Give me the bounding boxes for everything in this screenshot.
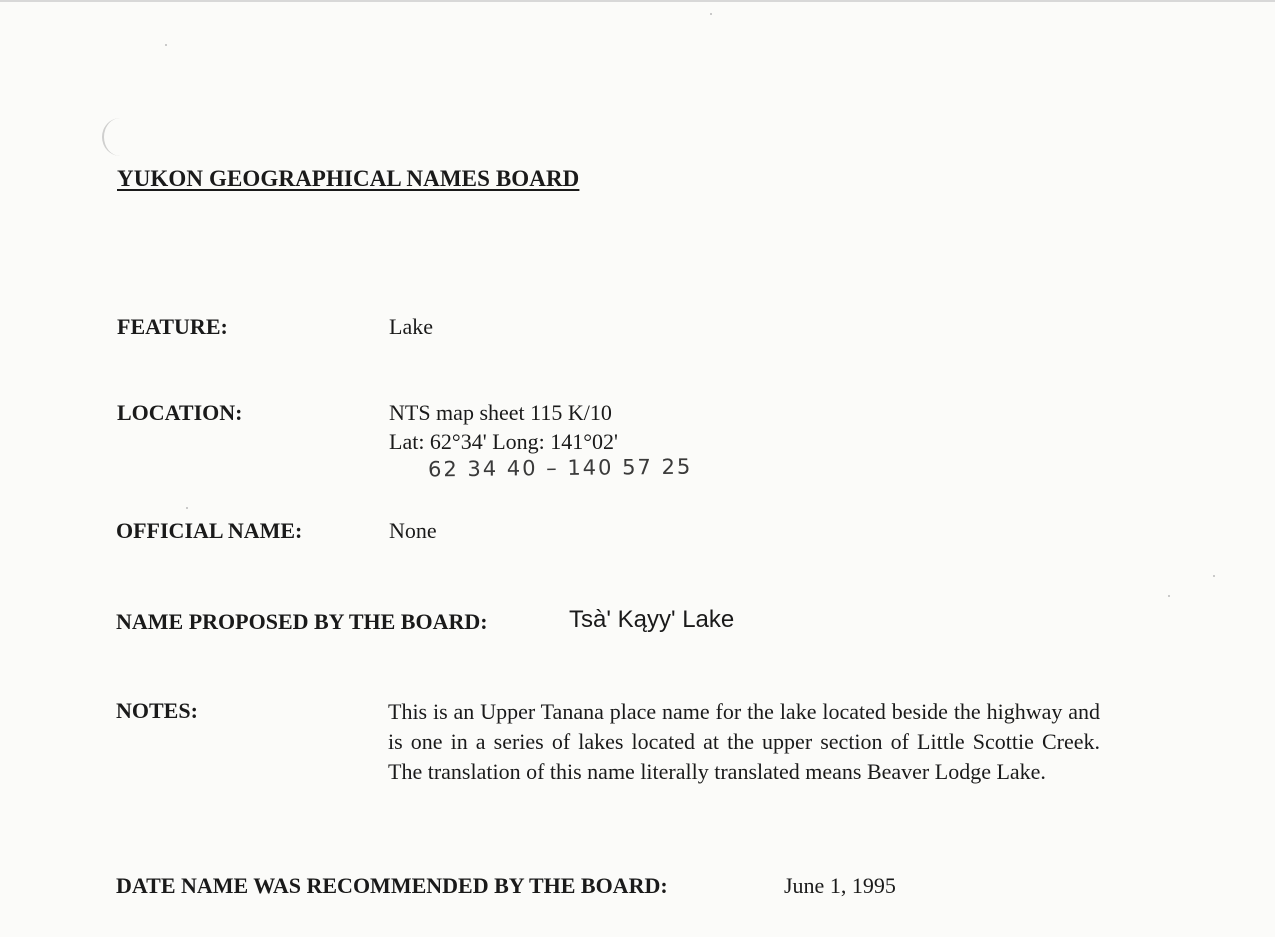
feature-label: FEATURE:: [117, 314, 228, 339]
speck: [186, 507, 188, 509]
date-recommended-label: DATE NAME WAS RECOMMENDED BY THE BOARD:: [116, 873, 668, 898]
feature-value: Lake: [389, 314, 433, 339]
location-coordinates: Lat: 62°34' Long: 141°02': [389, 429, 619, 454]
handwritten-coordinates: 62 34 40 – 140 57 25: [427, 454, 693, 482]
speck: [1213, 575, 1215, 577]
document-title: YUKON GEOGRAPHICAL NAMES BOARD: [117, 166, 580, 191]
proposed-name-value: Tsà' Kąyy' Lake: [569, 606, 735, 633]
notes-text: This is an Upper Tanana place name for the lake located beside the highway and is one in a series of lakes located at the upper section of Little Scottie Creek. The translation of this name literally translated means Beaver Lodge Lake.: [388, 699, 1100, 784]
official-name-label: OFFICIAL NAME:: [116, 518, 303, 543]
official-name-value: None: [389, 518, 437, 543]
date-recommended-value: June 1, 1995: [784, 873, 896, 898]
punch-hole-mark: [102, 118, 138, 156]
notes-label: NOTES:: [116, 698, 198, 723]
proposed-name-label: NAME PROPOSED BY THE BOARD:: [116, 609, 488, 634]
speck: [710, 13, 712, 15]
location-label: LOCATION:: [117, 400, 243, 425]
speck: [165, 44, 167, 46]
location-map-sheet: NTS map sheet 115 K/10: [389, 400, 612, 425]
speck: [1168, 595, 1170, 597]
page-edge: [0, 0, 1275, 2]
